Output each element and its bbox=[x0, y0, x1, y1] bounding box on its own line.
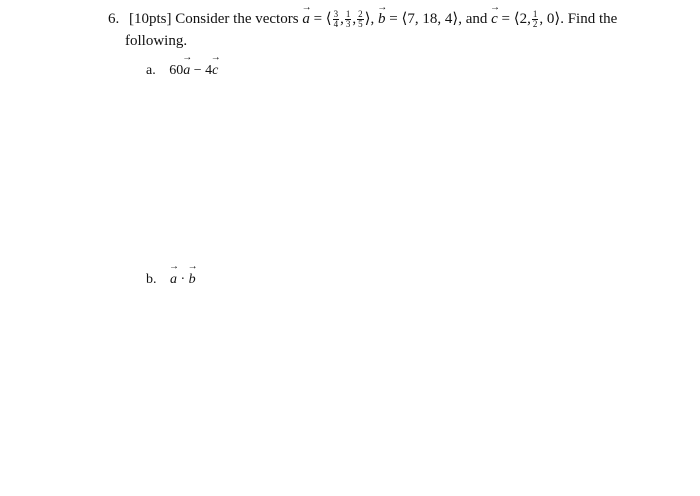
part-b-label: b. bbox=[146, 272, 157, 287]
question-ending: . Find the bbox=[560, 11, 618, 27]
fraction-a2: $\frac{1}{3}$ bbox=[345, 9, 351, 30]
fraction-a1: $\frac{3}{4}$ bbox=[333, 9, 339, 30]
fraction-a3: $\frac{2}{5}$ bbox=[358, 9, 363, 30]
conjunction: and bbox=[465, 11, 488, 27]
vector-a-value: ⟨ $\frac{3}{4}$ , $\frac{1}{3}$ , $\frac{2}{5}$ ⟩ bbox=[325, 9, 371, 30]
vector-b-value: ⟨7, 18, 4⟩ bbox=[401, 11, 459, 27]
equals-sign: = bbox=[313, 11, 323, 27]
vector-c-value: ⟨2, $\frac{1}{2}$ , 0⟩ bbox=[513, 9, 561, 30]
part-a bbox=[146, 63, 218, 79]
question-line-1: 6. [10pts] Consider the vectors → a = ⟨ $\frac{3}{4}$ , $\frac{1}{3}$ , $\frac{2}{5}$ ⟩, → b = ⟨7, 18, 4⟩, and → c = ⟨2, $\frac{1}{2}$ , 0⟩. Find the bbox=[108, 8, 617, 30]
part-b bbox=[146, 272, 196, 288]
part-a-label: a. bbox=[146, 63, 156, 78]
question-number: 6. bbox=[108, 11, 120, 27]
fraction-c2: $\frac{1}{2}$ bbox=[532, 9, 538, 30]
vector-a-symbol: → a bbox=[302, 8, 310, 30]
part-a-expression: 60→ a − 4→ c bbox=[169, 63, 218, 78]
part-b-expression: → a · → b bbox=[170, 272, 196, 287]
question-points: [10pts] bbox=[129, 11, 172, 27]
question-intro: Consider the vectors bbox=[175, 11, 299, 27]
vector-c-symbol: → c bbox=[491, 8, 498, 30]
question-line-2: following. bbox=[125, 33, 188, 49]
vector-b-symbol: → b bbox=[378, 8, 386, 30]
